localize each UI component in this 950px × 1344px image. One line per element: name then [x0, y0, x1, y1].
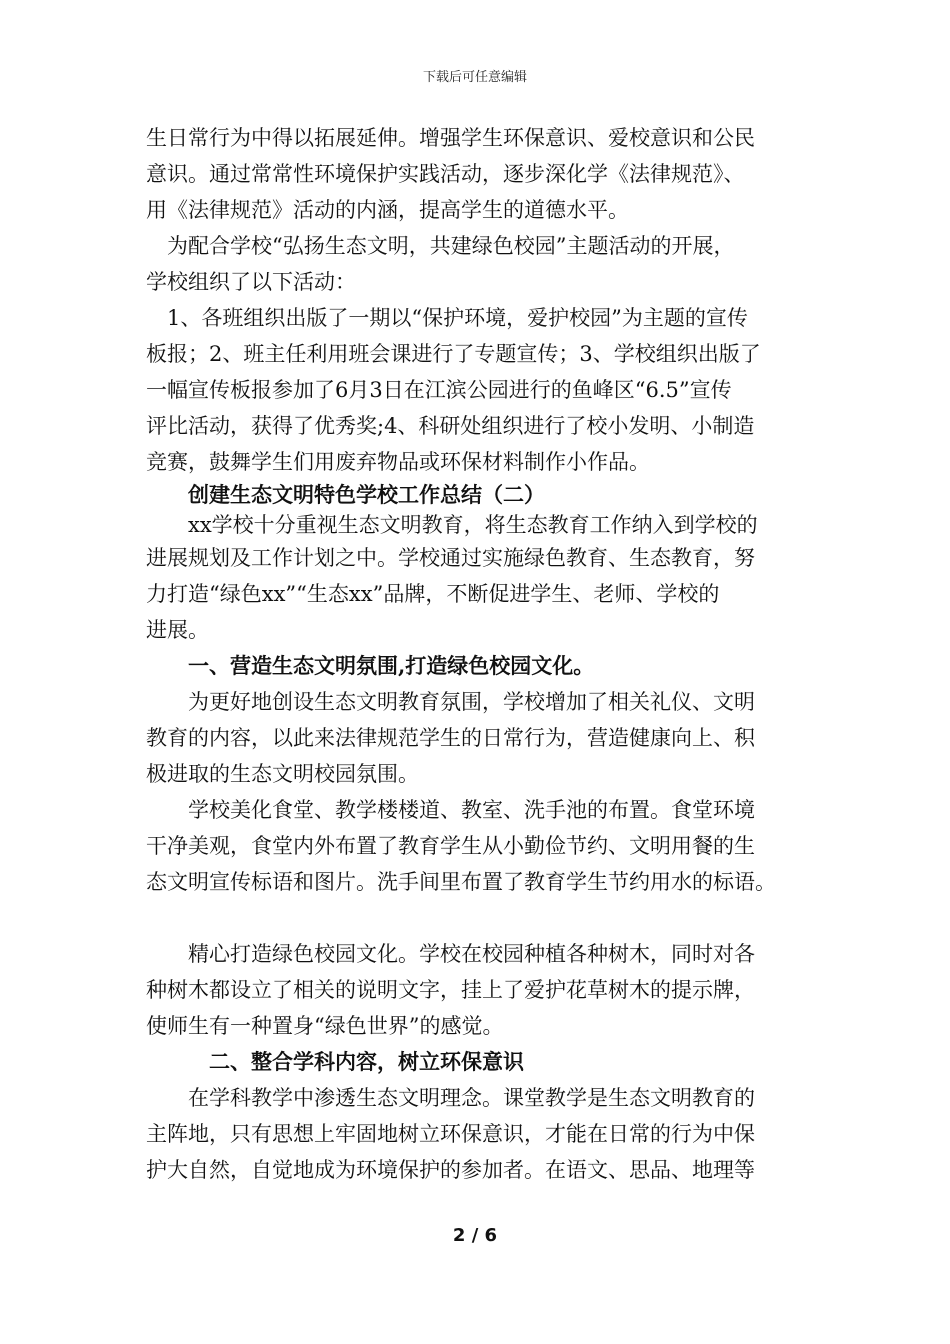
- section-heading-2: 二、整合学科内容，树立环保意识: [209, 1049, 524, 1074]
- text-line: 板报；2、班主任利用班会课进行了专题宣传；3、学校组织出版了: [146, 342, 761, 366]
- text-line: 用《法律规范》活动的内涵，提高学生的道德水平。: [146, 198, 629, 222]
- text-line: xx学校十分重视生态文明教育，将生态教育工作纳入到学校的: [188, 513, 758, 537]
- text-line: 学校美化食堂、教学楼楼道、教室、洗手池的布置。食堂环境: [188, 798, 755, 822]
- text-line: 生日常行为中得以拓展延伸。增强学生环保意识、爱校意识和公民: [146, 126, 755, 150]
- text-line: 种树木都设立了相关的说明文字，挂上了爱护花草树木的提示牌，: [146, 978, 755, 1002]
- page-header: 下载后可任意编辑: [422, 70, 527, 85]
- text-line: 进展。: [146, 618, 209, 642]
- text-line: 学校组织了以下活动：: [146, 270, 356, 294]
- page-number: 2 / 6: [452, 1225, 498, 1246]
- document-body: [146, 120, 816, 1188]
- text-line: 态文明宣传标语和图片。洗手间里布置了教育学生节约用水的标语。: [146, 870, 776, 894]
- text-line: 意识。通过常常性环境保护实践活动，逐步深化学《法律规范》、: [146, 162, 745, 186]
- text-line: 评比活动，获得了优秀奖;4、科研处组织进行了校小发明、小制造: [146, 414, 755, 438]
- text-line: 教育的内容，以此来法律规范学生的日常行为，营造健康向上、积: [146, 726, 755, 750]
- text-line: 进展规划及工作计划之中。学校通过实施绿色教育、生态教育，努: [146, 546, 755, 570]
- text-line: 1、各班组织出版了一期以“保护环境，爱护校园”为主题的宣传: [167, 306, 748, 330]
- text-line: 为配合学校“弘扬生态文明，共建绿色校园”主题活动的开展，: [167, 234, 735, 258]
- text-line: 主阵地，只有思想上牢固地树立环保意识，才能在日常的行为中保: [146, 1122, 755, 1146]
- text-line: 为更好地创设生态文明教育氛围，学校增加了相关礼仪、文明: [188, 690, 755, 714]
- text-line: 极进取的生态文明校园氛围。: [146, 762, 419, 786]
- blank-line: [146, 900, 816, 936]
- text-line: 精心打造绿色校园文化。学校在校园种植各种树木，同时对各: [188, 942, 755, 966]
- text-line: 一幅宣传板报参加了6月3日在江滨公园进行的鱼峰区“6.5”宣传: [146, 378, 732, 402]
- text-line: 使师生有一种置身“绿色世界”的感觉。: [146, 1014, 504, 1038]
- section-title: 创建生态文明特色学校工作总结（二）: [188, 482, 545, 507]
- text-line: 干净美观，食堂内外布置了教育学生从小勤俭节约、文明用餐的生: [146, 834, 755, 858]
- text-line: 在学科教学中渗透生态文明理念。课堂教学是生态文明教育的: [188, 1086, 755, 1110]
- text-line: 竞赛，鼓舞学生们用废弃物品或环保材料制作小作品。: [146, 450, 650, 474]
- section-heading-1: 一、营造生态文明氛围,打造绿色校园文化。: [188, 653, 595, 678]
- text-line: 护大自然，自觉地成为环境保护的参加者。在语文、思品、地理等: [146, 1158, 755, 1182]
- text-line: 力打造“绿色xx”“生态xx”品牌，不断促进学生、老师、学校的: [146, 582, 720, 606]
